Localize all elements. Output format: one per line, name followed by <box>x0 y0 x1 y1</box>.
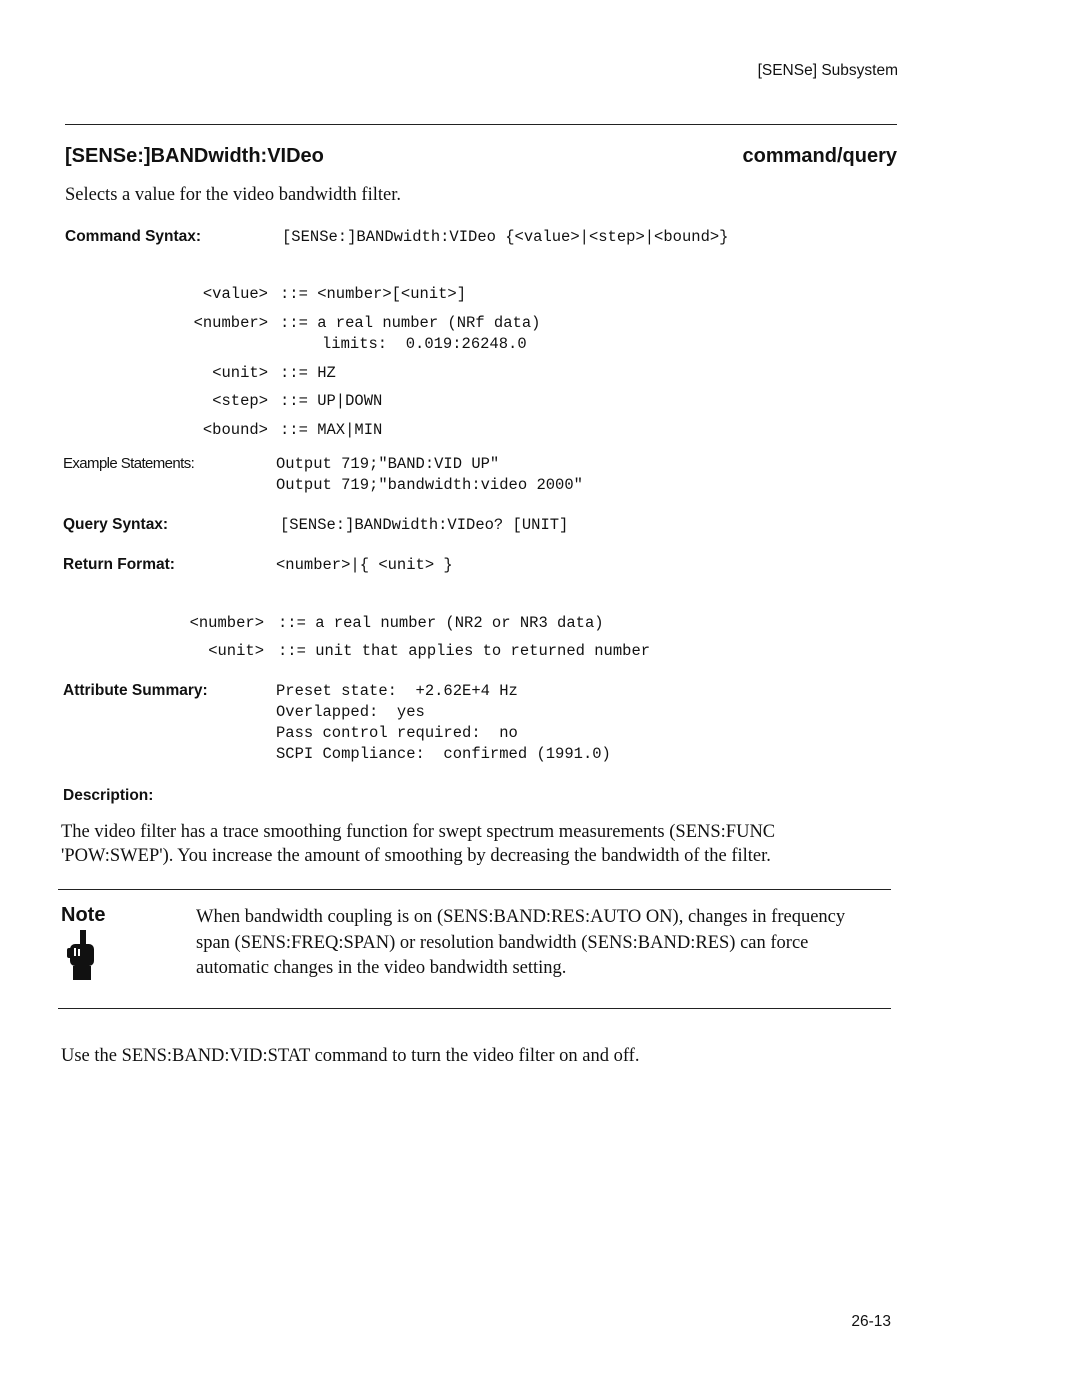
example-line: Output 719;"BAND:VID UP" <box>276 455 500 473</box>
query-syntax-text: [SENSe:]BANDwidth:VIDeo? [UNIT] <box>280 516 569 534</box>
return-format-label: Return Format: <box>63 556 175 573</box>
def-name: <step> <box>212 392 268 410</box>
command-type: command/query <box>742 145 897 167</box>
header-rule <box>65 124 897 125</box>
command-syntax-text: [SENSe:]BANDwidth:VIDeo {<value>|<step>|<bound>} <box>282 228 729 246</box>
running-header: [SENSe] Subsystem <box>757 62 898 79</box>
def-text: ::= a real number (NRf data) <box>280 314 541 332</box>
def-text: ::= MAX|MIN <box>280 421 383 439</box>
closing-text: Use the SENS:BAND:VID:STAT command to turn the video filter on and off. <box>61 1046 640 1066</box>
def-text: limits: 0.019:26248.0 <box>322 335 527 353</box>
note-bottom-rule <box>58 1008 891 1009</box>
summary-text: Selects a value for the video bandwidth filter. <box>65 185 401 205</box>
return-def-name: <number> <box>189 614 264 632</box>
def-text: ::= <number>[<unit>] <box>280 285 467 303</box>
def-name: <value> <box>202 285 268 303</box>
description-label: Description: <box>63 787 154 804</box>
attribute-line: Overlapped: yes <box>276 703 425 721</box>
page-title: [SENSe:]BANDwidth:VIDeo <box>65 145 324 167</box>
command-syntax-label: Command Syntax: <box>65 228 202 245</box>
attribute-line: SCPI Compliance: confirmed (1991.0) <box>276 745 611 763</box>
def-name: <number> <box>193 314 268 332</box>
note-top-rule <box>58 889 891 890</box>
attribute-line: Preset state: +2.62E+4 Hz <box>276 682 518 700</box>
attribute-line: Pass control required: no <box>276 724 518 742</box>
def-name: <unit> <box>212 364 268 382</box>
return-def-name: <unit> <box>208 642 264 660</box>
def-text: ::= UP|DOWN <box>280 392 383 410</box>
return-def-text: ::= a real number (NR2 or NR3 data) <box>278 614 604 632</box>
query-syntax-label: Query Syntax: <box>63 516 169 533</box>
return-format-text: <number>|{ <unit> } <box>276 556 453 574</box>
note-text: When bandwidth coupling is on (SENS:BAND:RES:AUTO ON), changes in frequency span (SENS:FREQ:SPAN) or resolution bandwidth (SENS:BAND:RES) can force automatic changes in the video bandwidth setting. <box>196 907 846 978</box>
def-text: ::= HZ <box>280 364 336 382</box>
pointing-hand-icon <box>64 930 98 982</box>
page-number: 26-13 <box>851 1313 891 1330</box>
example-line: Output 719;"bandwidth:video 2000" <box>276 476 583 494</box>
return-def-text: ::= unit that applies to returned number <box>278 642 651 660</box>
example-statements-label: Example Statements: <box>63 455 195 472</box>
def-name: <bound> <box>202 421 268 439</box>
note-label: Note <box>61 904 106 926</box>
attribute-summary-label: Attribute Summary: <box>63 682 208 699</box>
description-text: The video filter has a trace smoothing function for swept spectrum measurements (SENS:FUNC 'POW:SWEP'). You increase the amount of smoothing by decreasing the bandwidth of the filter. <box>61 822 776 866</box>
